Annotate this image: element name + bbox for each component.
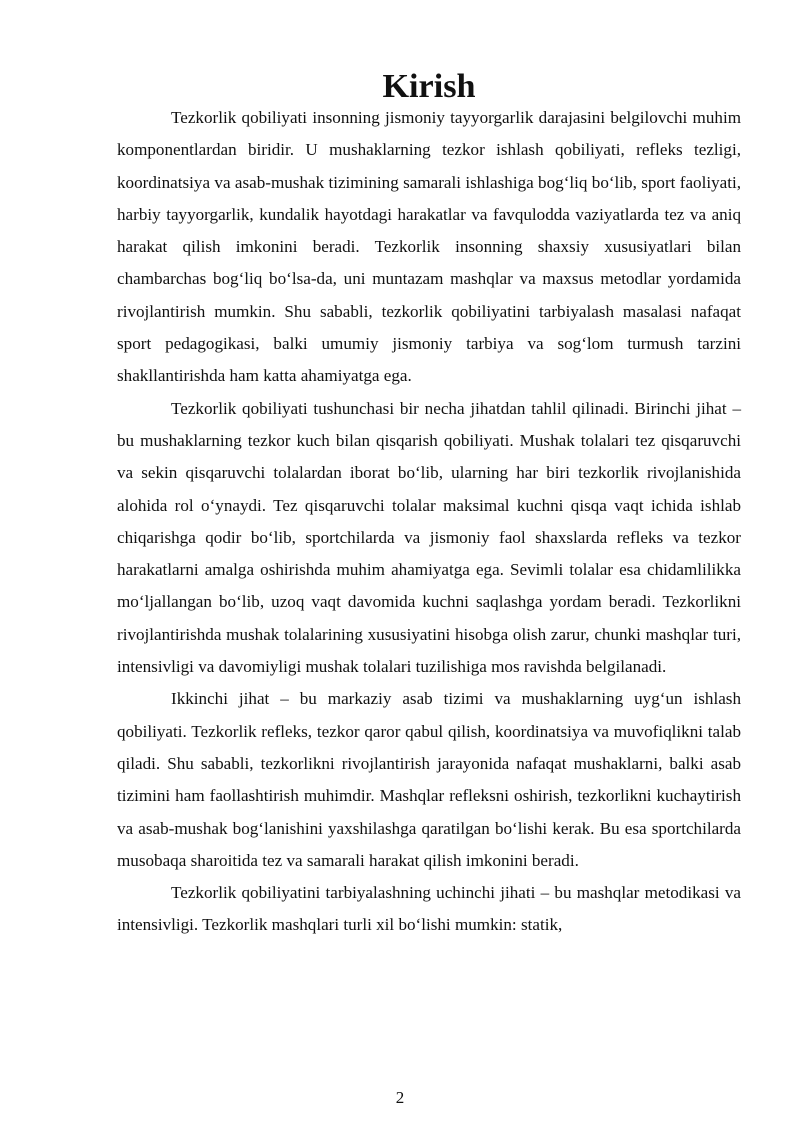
page-body	[117, 68, 741, 942]
paragraph: Tezkorlik qobiliyati tushunchasi bir necha jihatdan tahlil qilinadi. Birinchi jihat – bu mushaklarning tezkor kuch bilan qisqarish qobiliyati. Mushak tolalari tez qisqaruvchi va sekin qisqaruvchi tolalardan iborat bo‘lib, ularning har biri tezkorlik rivojlanishida alohida rol o‘ynaydi. Tez qisqaruvchi tolalar maksimal kuchni qisqa vaqt ichida ishlab chiqarishga qodir bo‘lib, sportchilarda va jismoniy faol shaxslarda refleks va tezkor harakatlarni amalga oshirishda muhim ahamiyatga ega. Sevimli tolalar esa chidamlilikka mo‘ljallangan bo‘lib, uzoq vaqt davomida kuchni saqlashga yordam beradi. Tezkorlikni rivojlantirishda mushak tolalarining xususiyatini hisobga olish zarur, chunki mashqlar turi, intensivligi va davomiyligi mushak tolalari tuzilishiga mos ravishda belgilanadi.	[117, 398, 741, 677]
paragraph: Ikkinchi jihat – bu markaziy asab tizimi va mushaklarning uyg‘un ishlash qobiliyati. Tezkorlik refleks, tezkor qaror qabul qilish, koordinatsiya va muvofiqlikni talab qiladi. Shu sababli, tezkorlikni rivojlantirish jarayonida nafaqat mushaklarni, balki asab tizimini ham faollashtirish muhimdir. Mashqlar refleksni oshirish, tezkorlikni kuchaytirish va asab-mushak bog‘lanishini yaxshilashga qaratilgan bo‘lishi kerak. Bu esa sportchilarda musobaqa sharoitida tez va samarali harakat qilish imkonini beradi.	[117, 689, 741, 870]
page-number: 2	[395, 1088, 405, 1107]
paragraph: Tezkorlik qobiliyatini tarbiyalashning uchinchi jihati – bu mashqlar metodikasi va intensivligi. Tezkorlik mashqlari turli xil bo‘lishi mumkin: statik,	[117, 883, 741, 935]
section-title: Kirish	[382, 68, 476, 105]
paragraph: Tezkorlik qobiliyati insonning jismoniy tayyorgarlik darajasini belgilovchi muhim komponentlardan biridir. U mushaklarning tezkor ishlash qobiliyati, refleks tezligi, koordinatsiya va asab-mushak tizimining samarali ishlashiga bog‘liq bo‘lib, sport faoliyati, harbiy tayyorgarlik, kundalik hayotdagi harakatlar va favqulodda vaziyatlarda tez va aniq harakat qilish imkonini beradi. Tezkorlik insonning shaxsiy xususiyatlari bilan chambarchas bog‘liq bo‘lsa-da, uni muntazam mashqlar va maxsus metodlar yordamida rivojlantirish mumkin. Shu sababli, tezkorlik qobiliyatini tarbiyalash masalasi nafaqat sport pedagogikasi, balki umumiy jismoniy tarbiya va sog‘lom turmush tarzini shakllantirishda ham katta ahamiyatga ega.	[117, 108, 741, 386]
